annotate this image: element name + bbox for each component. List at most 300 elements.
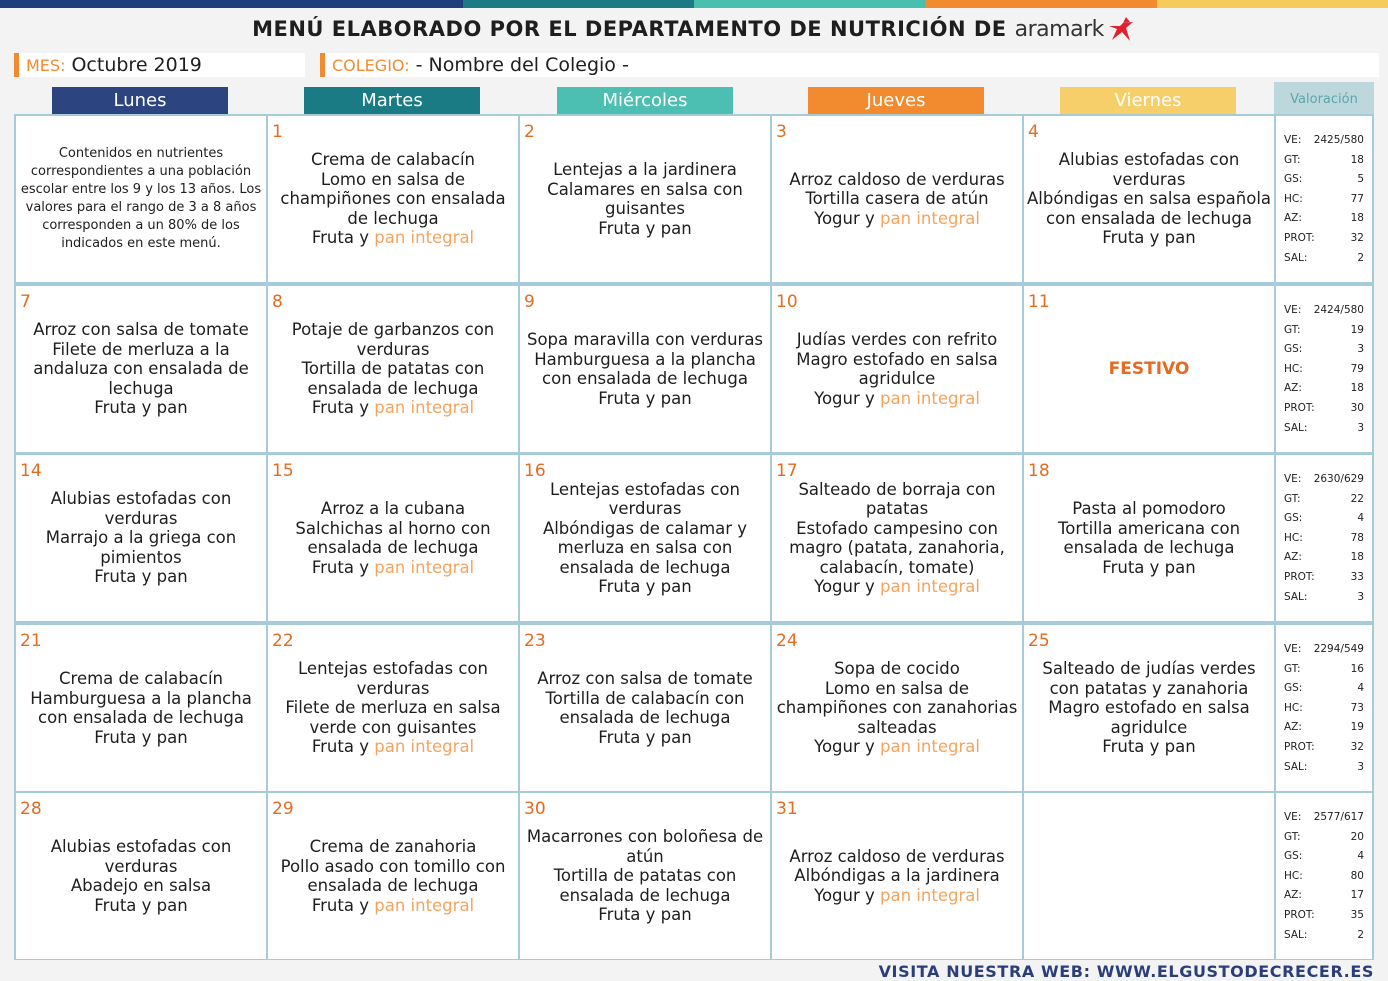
nutrient-row [1284,761,1364,781]
nutrient-key: HC: [1284,362,1303,375]
pan-integral-label: pan integral [374,557,475,577]
nutrient-note-cell [16,116,266,282]
nutrient-row [1284,363,1364,383]
menu-dessert [774,577,1020,597]
valoracion-cell [1276,116,1372,282]
nutrient-value: 3 [1357,343,1364,356]
day-cell [772,455,1022,621]
nutrient-value: 4 [1357,682,1364,695]
nutrient-row [1284,929,1364,949]
dessert-text: Fruta y pan [94,895,188,915]
menu-text [268,320,518,418]
day-number: 15 [272,461,294,481]
nutrient-key: VE: [1284,811,1302,823]
menu-text [772,330,1022,408]
menu-dish: Filete de merluza en salsa verde con guisantes [285,698,501,737]
valoracion-cell [1276,793,1372,959]
dessert-text: Fruta y [311,895,375,915]
menu-dish: Arroz caldoso de verduras [789,846,1005,866]
nutrient-row [1284,909,1364,929]
menu-text [520,480,770,597]
day-header-4: Jueves [808,87,984,114]
nutrient-value: 16 [1350,662,1364,675]
pan-integral-label: pan integral [880,737,980,757]
day-cell [772,286,1022,452]
day-cell [1024,793,1274,959]
nutrient-note: Contenidos en nutrientes correspondientes a una población escolar entre los 9 y los 13 años. Los valores para el rango de 3 a 8 años corresponden a un 80% de los indicados en este menú. [20,146,262,251]
nutrient-value: 77 [1350,192,1364,205]
nutrient-value: 18 [1350,382,1364,395]
nutrient-row [1284,721,1364,741]
aramark-star-figure-icon [1106,14,1136,44]
dessert-text: Yogur y [814,885,881,905]
nutrient-row [1284,811,1364,831]
menu-text [268,499,518,577]
nutrient-row [1284,831,1364,851]
menu-dish: Pollo asado con tomillo con ensalada de lechuga [280,856,506,895]
day-cell [16,793,266,959]
nutrient-row [1284,212,1364,232]
nutrient-row [1284,532,1364,552]
day-number: 4 [1028,122,1039,142]
nutrient-key: HC: [1284,701,1303,714]
day-number: 3 [776,122,787,142]
nutrient-key: GT: [1284,492,1301,505]
day-number: 8 [272,292,283,312]
nutrient-key: SAL: [1284,590,1308,603]
nutrient-row [1284,551,1364,571]
menu-dish: Albóndigas en salsa española con ensalada de lechuga [1026,189,1272,228]
aramark-logo [1015,14,1136,44]
menu-dessert [522,219,768,239]
nutrient-value: 2630/629 [1313,473,1364,485]
day-header-2: Martes [304,87,480,114]
menu-text [1024,499,1274,577]
menu-text [16,669,266,747]
dessert-text: Yogur y [814,737,881,757]
menu-dish: Lentejas estofadas con verduras [550,479,740,518]
nutrient-row [1284,382,1364,402]
menu-dish: Arroz caldoso de verduras [789,169,1005,189]
day-number: 18 [1028,461,1050,481]
menu-dish: Tortilla americana con ensalada de lechuga [1057,518,1241,557]
nutrient-value: 3 [1357,421,1364,434]
menu-dessert [522,389,768,409]
color-bar-4 [694,0,925,8]
nutrient-value: 19 [1350,721,1364,734]
nutrient-row [1284,473,1364,493]
menu-dish: Arroz con salsa de tomate [33,320,249,340]
menu-dessert [270,228,516,248]
nutrient-value: 22 [1350,492,1364,505]
nutrient-row [1284,870,1364,890]
day-cell [268,793,518,959]
menu-dish: Sopa maravilla con verduras [526,330,764,349]
nutrient-value: 30 [1350,402,1364,414]
nutrient-value: 33 [1350,571,1364,583]
nutrient-row [1284,134,1364,154]
footer-website[interactable]: VISITA NUESTRA WEB: WWW.ELGUSTODECRECER.ES [878,962,1374,981]
menu-text [787,170,1006,229]
nutrient-row [1284,252,1364,272]
nutrient-row [1284,193,1364,213]
nutrient-value: 19 [1350,323,1364,336]
menu-dessert [270,558,516,578]
dessert-text: Fruta y pan [1102,737,1196,757]
nutrient-key: PROT: [1284,571,1315,583]
nutrient-row [1284,682,1364,702]
nutrient-key: VE: [1284,134,1302,146]
dessert-text: Fruta y pan [94,567,188,587]
nutrient-row [1284,889,1364,909]
menu-dish: Calamares en salsa con guisantes [547,179,743,218]
menu-text [520,330,770,408]
nutrient-key: VE: [1284,473,1302,485]
menu-dish: Crema de calabacín [59,669,223,688]
day-cell [1024,625,1274,791]
nutrient-key: AZ: [1284,551,1302,564]
menu-dessert [522,905,768,925]
dessert-text: Fruta y [311,228,375,248]
menu-dessert [1026,558,1272,578]
menu-text [268,150,518,248]
menu-dish: Hamburguesa a la plancha con ensalada de lechuga [30,688,252,727]
day-cell [1024,455,1274,621]
day-cell [520,286,770,452]
menu-text [520,160,770,238]
nutrient-key: SAL: [1284,928,1308,941]
nutrient-value: 4 [1357,512,1364,525]
pan-integral-label: pan integral [880,388,980,408]
nutrient-row [1284,324,1364,344]
nutrient-value: 2424/580 [1313,304,1364,316]
menu-text [16,489,266,587]
dessert-text: Fruta y pan [598,218,692,238]
menu-dessert [774,389,1020,409]
menu-dish: Lomo en salsa de champiñones con ensalada de lechuga [280,169,506,228]
top-color-bars [0,0,1388,8]
menu-dish: Tortilla de patatas con ensalada de lechuga [553,866,737,905]
day-number: 17 [776,461,798,481]
menu-dish: Abadejo en salsa [70,876,212,895]
menu-dish: Pasta al pomodoro [1072,499,1226,518]
menu-text [520,669,770,747]
page-title-text: MENÚ ELABORADO POR EL DEPARTAMENTO DE NUTRICIÓN DE [252,17,1007,41]
menu-dessert [18,728,264,748]
menu-dish: Albóndigas de calamar y merluza en salsa con ensalada de lechuga [542,518,748,577]
day-cell [520,793,770,959]
day-header-1: Lunes [52,87,228,114]
nutrient-value: 5 [1357,173,1364,186]
nutrient-value: 79 [1350,362,1364,375]
menu-text [268,659,518,757]
nutrient-value: 18 [1350,551,1364,564]
nutrient-row [1284,422,1364,442]
nutrient-value: 2 [1357,928,1364,941]
menu-dessert [18,896,264,916]
day-number: 1 [272,122,283,142]
day-cell [16,286,266,452]
menu-dish: Alubias estofadas con verduras [50,837,232,876]
nutrient-row [1284,232,1364,252]
menu-calendar-grid [14,114,1374,960]
menu-dish: Magro estofado en salsa agridulce [1048,698,1250,737]
menu-dish: Tortilla casera de atún [805,189,989,209]
dessert-text: Yogur y [814,208,881,228]
dessert-text: Fruta y [311,737,375,757]
day-number: 14 [20,461,42,481]
nutrient-key: GS: [1284,682,1303,695]
day-cell [520,116,770,282]
menu-dish: Marrajo a la griega con pimientos [45,528,237,567]
menu-text [772,659,1022,757]
dessert-text: Fruta y pan [598,905,692,925]
menu-dessert [522,577,768,597]
nutrient-value: 32 [1350,232,1364,244]
color-bar-3 [463,0,694,8]
day-header-3: Miércoles [557,87,733,114]
day-number: 23 [524,631,546,651]
menu-dish: Salchichas al horno con ensalada de lechuga [295,518,491,557]
dessert-text: Fruta y [311,398,375,418]
menu-dish: Arroz a la cubana [320,499,466,518]
day-cell [772,793,1022,959]
nutrient-row [1284,591,1364,611]
nutrient-key: GT: [1284,662,1301,675]
nutrient-key: PROT: [1284,232,1315,244]
nutrient-row [1284,343,1364,363]
nutrient-key: SAL: [1284,421,1308,434]
day-cell [268,455,518,621]
dessert-text: Yogur y [814,388,881,408]
day-number: 28 [20,799,42,819]
day-number: 21 [20,631,42,651]
nutrient-key: HC: [1284,531,1303,544]
nutrient-value: 2 [1357,251,1364,264]
dessert-text: Fruta y pan [598,577,692,596]
menu-dish: Tortilla de patatas con ensalada de lechuga [301,359,485,398]
valoracion-cell [1276,455,1372,621]
nutrient-key: GS: [1284,512,1303,525]
nutrient-value: 35 [1350,909,1364,921]
dessert-text: Fruta y pan [94,398,188,418]
day-cell [520,625,770,791]
nutrient-key: GS: [1284,343,1303,356]
nutrient-key: PROT: [1284,741,1315,753]
nutrient-row [1284,571,1364,591]
dessert-text: Fruta y pan [598,727,692,747]
nutrient-key: GS: [1284,850,1303,863]
day-number: 16 [524,461,546,481]
menu-dessert [789,886,1004,906]
menu-dish: Albóndigas a la jardinera [794,866,1000,886]
nutrient-key: GT: [1284,830,1301,843]
logo-text: aramark [1014,16,1104,42]
pan-integral-label: pan integral [880,885,980,905]
menu-text [520,827,770,925]
menu-text [1024,659,1274,757]
menu-dish: Magro estofado en salsa agridulce [796,349,998,388]
dessert-text: Fruta y [311,557,375,577]
dessert-text: Yogur y [814,577,881,596]
nutrient-key: PROT: [1284,909,1315,921]
day-cell [268,286,518,452]
nutrient-key: AZ: [1284,212,1302,225]
nutrient-key: VE: [1284,643,1302,655]
nutrient-key: SAL: [1284,251,1308,264]
nutrient-value: 80 [1350,869,1364,882]
nutrient-value: 2294/549 [1313,643,1364,655]
nutrient-key: GT: [1284,153,1301,166]
day-cell [1024,286,1274,452]
nutrient-row [1284,741,1364,761]
nutrient-value: 32 [1350,741,1364,753]
menu-text [16,837,266,915]
nutrient-key: AZ: [1284,382,1302,395]
menu-dessert [1026,737,1272,757]
menu-text [268,837,518,915]
menu-dessert [270,896,516,916]
menu-dessert [1026,228,1272,248]
menu-text [772,480,1022,597]
nutrient-value: 4 [1357,850,1364,863]
pan-integral-label: pan integral [374,228,475,248]
menu-dessert [522,728,768,748]
menu-dish: Salteado de judías verdes con patatas y zanahoria [1042,659,1256,698]
nutrient-row [1284,663,1364,683]
menu-dish: Crema de calabacín [311,150,475,170]
nutrient-key: VE: [1284,304,1302,316]
nutrient-row [1284,173,1364,193]
nutrient-row [1284,493,1364,513]
mes-label: MES: [26,55,66,75]
color-bar-1 [0,0,231,8]
nutrient-value: 78 [1350,531,1364,544]
menu-dish: Macarrones con boloñesa de atún [526,827,764,866]
menu-dish: Hamburguesa a la plancha con ensalada de lechuga [534,349,756,388]
menu-dish: Potaje de garbanzos con verduras [291,320,495,359]
valoracion-cell [1276,625,1372,791]
mes-value[interactable]: Octubre 2019 [71,54,202,76]
valoracion-cell [1276,286,1372,452]
menu-dish: Sopa de cocido [834,659,960,679]
nutrient-row [1284,304,1364,324]
pan-integral-label: pan integral [374,398,475,418]
nutrient-value: 2425/580 [1313,134,1364,146]
menu-text [1024,150,1274,248]
day-number: 11 [1028,292,1050,312]
nutrient-value: 73 [1350,701,1364,714]
pan-integral-label: pan integral [374,737,475,757]
day-cell [772,625,1022,791]
valoracion-header: Valoración [1274,82,1374,116]
mes-box [14,53,305,77]
menu-dish: Judías verdes con refrito [796,330,998,349]
colegio-box [320,53,1379,77]
day-number: 7 [20,292,31,312]
festivo-label: FESTIVO [1108,359,1190,379]
day-cell [520,455,770,621]
nutrient-key: HC: [1284,192,1303,205]
nutrient-key: GS: [1284,173,1303,186]
dessert-text: Fruta y pan [598,388,692,408]
pan-integral-label: pan integral [374,895,475,915]
day-number: 29 [272,799,294,819]
day-number: 25 [1028,631,1050,651]
nutrient-row [1284,850,1364,870]
nutrient-row [1284,154,1364,174]
colegio-label: COLEGIO: [332,55,410,75]
day-cell [1024,116,1274,282]
menu-dessert [789,209,1004,229]
menu-dish: Lentejas estofadas con verduras [298,659,488,698]
page-title [0,14,1388,44]
nutrient-key: SAL: [1284,760,1308,773]
menu-dessert [774,737,1020,757]
nutrient-value: 20 [1350,830,1364,843]
day-number: 2 [524,122,535,142]
day-cell [268,116,518,282]
nutrient-row [1284,402,1364,422]
nutrient-value: 3 [1357,760,1364,773]
menu-dessert [18,567,264,587]
menu-dish: Alubias estofadas con verduras [50,489,232,528]
day-number: 24 [776,631,798,651]
day-cell [16,625,266,791]
dessert-text: Fruta y pan [94,727,188,747]
day-number: 30 [524,799,546,819]
color-bar-5 [925,0,1156,8]
menu-dish: Alubias estofadas con verduras [1058,150,1240,189]
menu-dessert [18,398,264,418]
menu-text [787,847,1006,906]
pan-integral-label: pan integral [880,208,980,228]
day-number: 22 [272,631,294,651]
dessert-text: Fruta y pan [1102,557,1196,577]
menu-text [16,320,266,418]
menu-dish: Salteado de borraja con patatas [798,479,996,518]
day-header-5: Viernes [1060,87,1236,114]
menu-dish: Lomo en salsa de champiñones con zanahorias salteadas [776,678,1018,737]
dessert-text: Fruta y pan [1102,228,1196,248]
nutrient-row [1284,512,1364,532]
colegio-value[interactable]: - Nombre del Colegio - [415,54,629,76]
nutrient-key: AZ: [1284,889,1302,902]
day-cell [268,625,518,791]
color-bar-6 [1157,0,1388,8]
day-number: 31 [776,799,798,819]
day-number: 9 [524,292,535,312]
nutrient-key: HC: [1284,869,1303,882]
nutrient-value: 3 [1357,590,1364,603]
nutrient-row [1284,643,1364,663]
menu-dish: Lentejas a la jardinera [553,160,737,179]
nutrient-value: 2577/617 [1313,811,1364,823]
menu-dish: Estofado campesino con magro (patata, zanahoria, calabacín, tomate) [789,518,1005,577]
nutrient-row [1284,702,1364,722]
nutrient-key: PROT: [1284,402,1315,414]
day-cell [772,116,1022,282]
menu-dessert [270,737,516,757]
nutrient-value: 17 [1350,889,1364,902]
menu-dish: Arroz con salsa de tomate [537,669,753,688]
color-bar-2 [231,0,462,8]
nutrient-value: 18 [1350,212,1364,225]
menu-dish: Crema de zanahoria [309,837,477,856]
nutrient-key: GT: [1284,323,1301,336]
day-cell [16,455,266,621]
day-number: 10 [776,292,798,312]
